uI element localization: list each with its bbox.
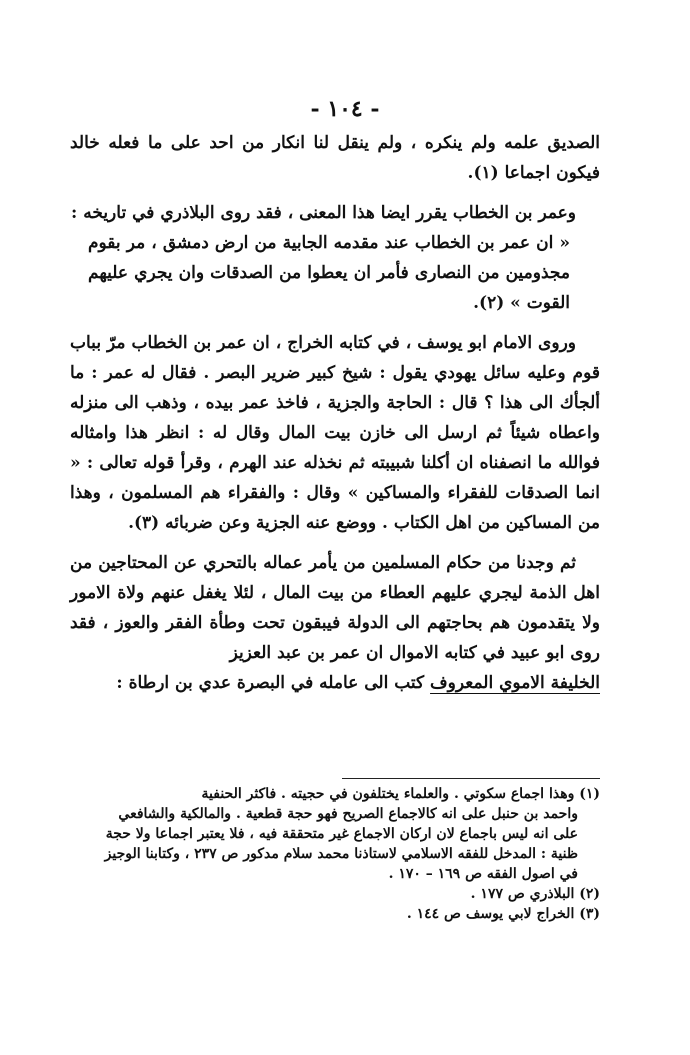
main-text bbox=[70, 128, 600, 698]
paragraph-2: وعمر بن الخطاب يقرر ايضا هذا المعنى ، فقد روى البلاذري في تاريخه : bbox=[71, 203, 576, 223]
footnote-1-continuation: واحمد بن حنبل على انه كالاجماع الصريح فهو حجة قطعية . والمالكية والشافعي على انه ليس باجماع لان اركان الاجماع غير متحققة فيه ، فلا يعتبر اجماعا ولا حجة ظنية : المدخل للفقه الاسلامي لاستاذنا محمد سلام مدكور ص ٢٣٧ ، وكتابنا الوجيز في اصول الفقه ص ١٦٩ – ١٧٠ . bbox=[104, 806, 578, 882]
paragraph-4-end: كتب الى عامله في البصرة عدي بن ارطاة : bbox=[116, 673, 431, 693]
footnote-2: (٢) البلاذري ص ١٧٧ . bbox=[470, 886, 600, 902]
paragraph-1: الصديق علمه ولم ينكره ، ولم ينقل لنا انكار من احد على ما فعله خالد فيكون اجماعا (١). bbox=[70, 133, 600, 183]
paragraph-4 bbox=[70, 548, 600, 698]
footnote-1-first-line: (١) وهذا اجماع سكوتي . والعلماء يختلفون في حجيته . فاكثر الحنفية bbox=[201, 786, 600, 802]
underlined-phrase: الخليفة الاموي المعروف bbox=[430, 673, 600, 693]
paragraph-4-main: ثم وجدنا من حكام المسلمين من يأمر عماله بالتحري عن المحتاجين من اهل الذمة ليجري عليهم العطاء من بيت المال ، لئلا يغفل عنهم ولاة الامور ولا يتقدمون هم بحاجتهم الى الدولة فيبقون تحت وطأة الفقر والعوز ، فقد روى ابو عبيد في كتابه الاموال ان عمر بن عبد العزيز bbox=[70, 553, 600, 663]
footnote-3: (٣) الخراج لابي يوسف ص ١٤٤ . bbox=[406, 906, 600, 922]
quotation: « ان عمر بن الخطاب عند مقدمه الجابية من ارض دمشق ، مر بقوم مجذومين من النصارى فأمر ان يعطوا من الصدقات وان يجري عليهم القوت » (٢). bbox=[88, 233, 570, 313]
paragraph-3: وروى الامام ابو يوسف ، في كتابه الخراج ، ان عمر بن الخطاب مرّ بباب قوم وعليه سائل يهودي يقول : شيخ كبير ضرير البصر . فقال له عمر : ما ألجأك الى هذا ؟ قال : الحاجة والجزية ، فاخذ عمر بيده ، وذهب الى منزله واعطاه شيئاً ثم ارسل الى خازن بيت المال وقال له : انظر هذا وامثاله فوالله ما انصفناه ان أكلنا شبيبته ثم نخذله عند الهرم ، وقرأ قوله تعالى : « انما الصدقات للفقراء والمساكين » وقال : والفقراء هم المسلمون ، وهذا من المساكين من اهل الكتاب . ووضع عنه الجزية وعن ضربائه (٣). bbox=[70, 333, 600, 533]
page-number: - ١٠٤ - bbox=[310, 96, 380, 122]
footnote-divider bbox=[342, 778, 600, 779]
footnotes bbox=[90, 784, 600, 924]
